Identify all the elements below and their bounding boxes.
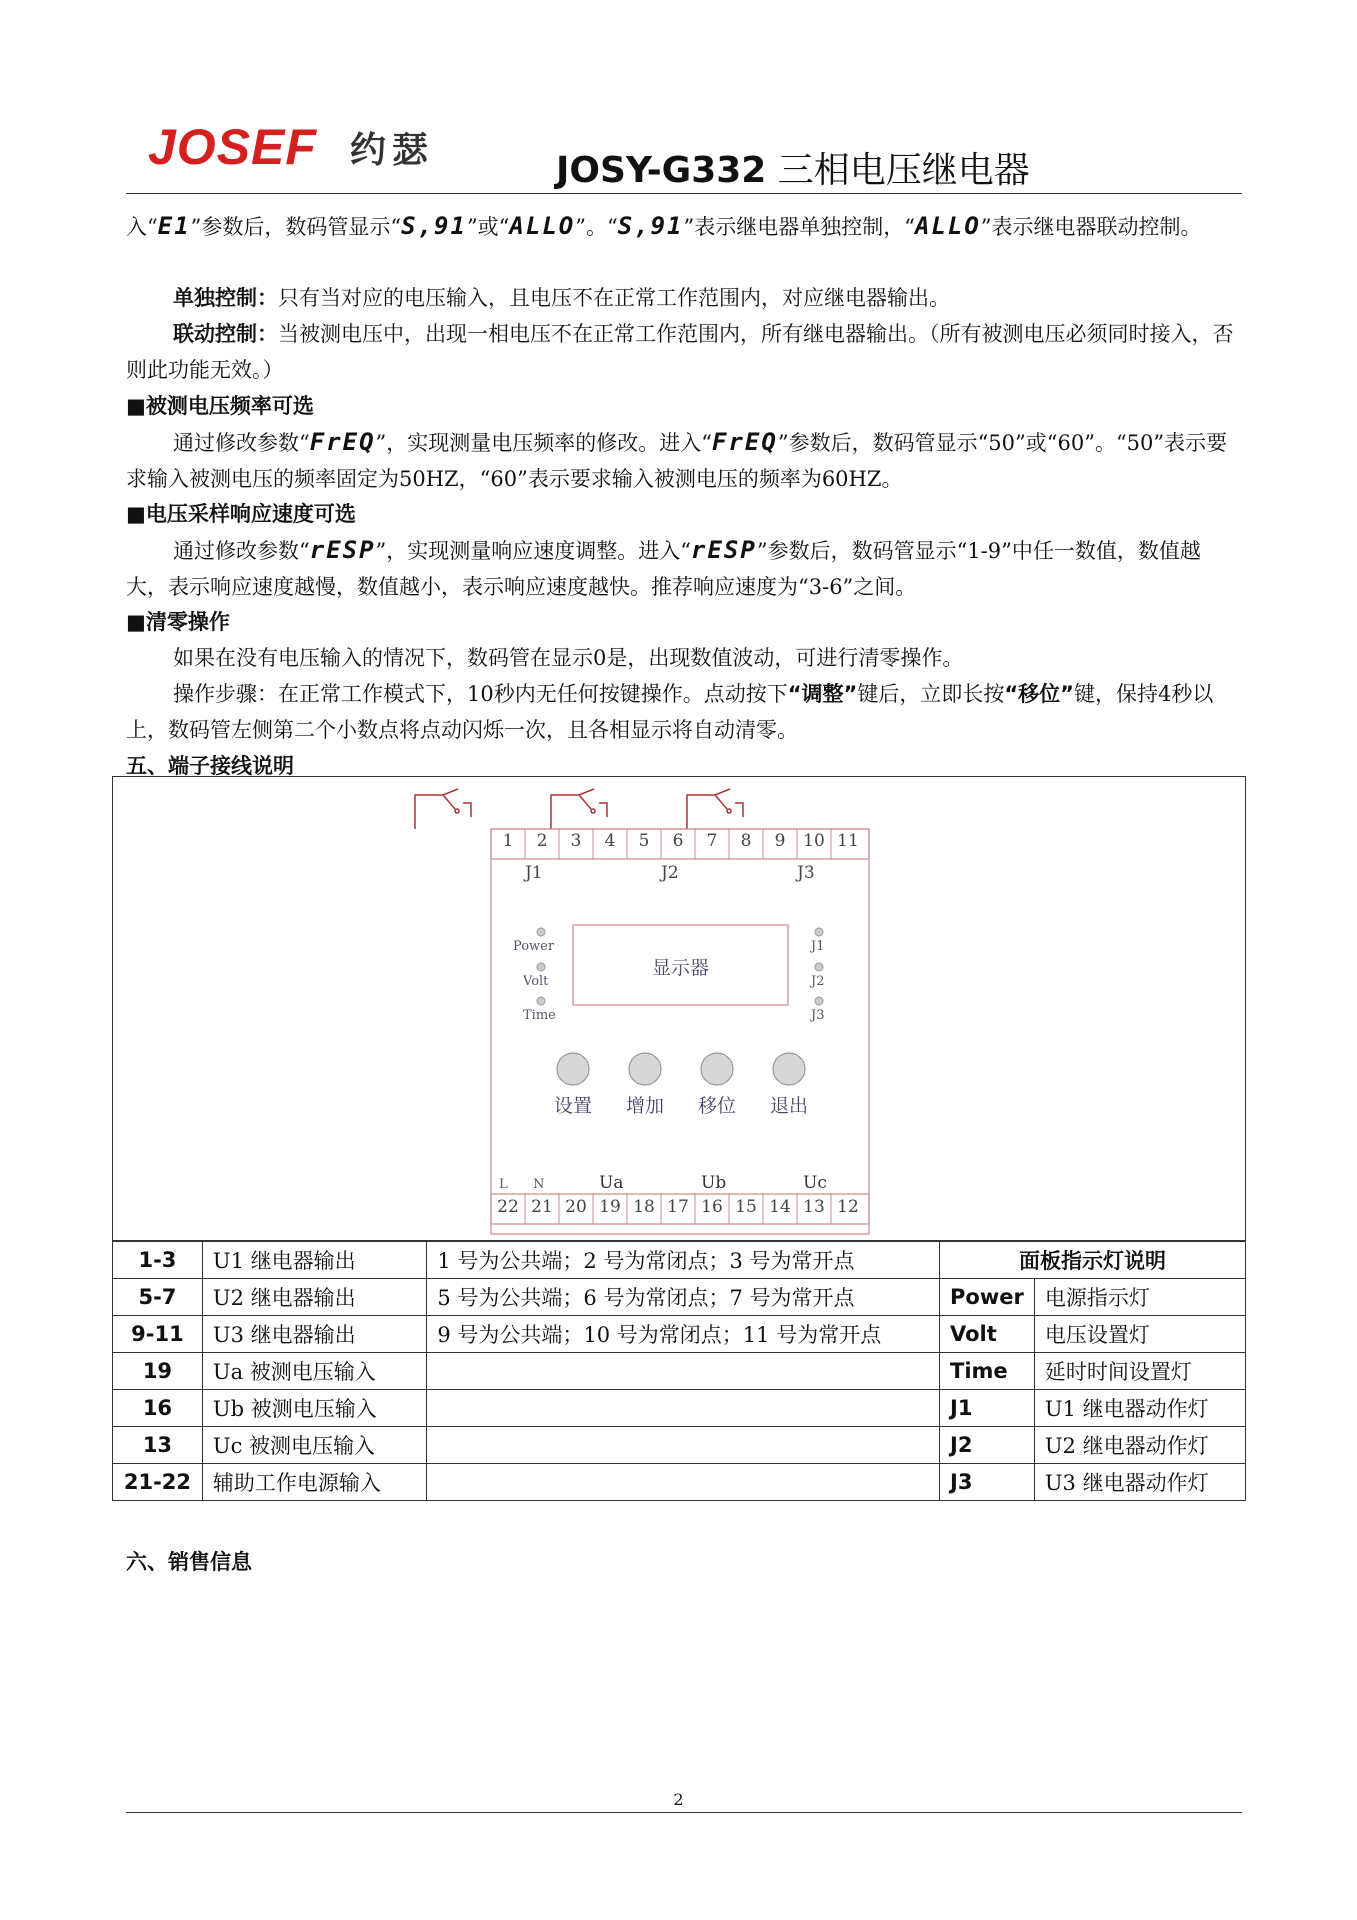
display-label: 显示器 <box>651 957 709 979</box>
paragraph-zeroing-steps: 操作步骤：在正常工作模式下，10秒内无任何按键操作。点动按下“调整”键后，立即长按“移位”键，保持4秒以上，数码管左侧第二个小数点将点动闪烁一次，且各相显示将自动清零。 <box>126 682 1214 742</box>
seg-code: FrEQ <box>712 428 778 456</box>
terminal-label: 20 <box>565 1197 587 1217</box>
led-label-j2: J2 <box>811 974 825 989</box>
section-heading-terminals: 五、端子接线说明 <box>126 754 294 778</box>
terminal-label: 7 <box>706 831 718 851</box>
paragraph-response: 通过修改参数“rESP”，实现测量响应速度调整。进入“rESP”参数后，数码管显示“1-9”中任一数值，数值越大，表示响应速度越慢，数值越小，表示响应速度越快。推荐响应速度为“3-6”之间。 <box>126 536 1201 599</box>
terminal-label: 22 <box>497 1197 519 1217</box>
terminal-label: 8 <box>740 831 752 851</box>
table-row: 1-3 U1 继电器输出 1 号为公共端；2 号为常闭点；3 号为常开点 面板指示灯说明 <box>113 1242 1246 1279</box>
terminal-label: 9 <box>774 831 786 851</box>
relay-label-j3: J3 <box>797 863 815 883</box>
led-label-power: Power <box>513 939 555 954</box>
title-model: JOSY-G332 <box>556 150 767 191</box>
terminal-label: 16 <box>701 1197 723 1217</box>
terminal-label: 4 <box>604 831 616 851</box>
terminal-label: 2 <box>536 831 548 851</box>
button-label-exit: 退出 <box>769 1095 808 1117</box>
table-row: 16 Ub 被测电压输入 J1 U1 继电器动作灯 <box>113 1390 1246 1427</box>
terminal-label: 19 <box>599 1197 621 1217</box>
bottom-label-ub: Ub <box>701 1173 727 1193</box>
terminal-label: 15 <box>735 1197 757 1217</box>
wiring-diagram <box>112 776 1246 1241</box>
page-number: 2 <box>673 1790 684 1809</box>
table-row: 13 Uc 被测电压输入 J2 U2 继电器动作灯 <box>113 1427 1246 1464</box>
terminal-label: 6 <box>672 831 684 851</box>
bottom-terminal-strip <box>491 1197 869 1217</box>
terminal-label: 18 <box>633 1197 655 1217</box>
paragraph-linked-control: 联动控制：当被测电压中，出现一相电压不在正常工作范围内，所有继电器输出。（所有被测电压必须同时接入，否则此功能无效。） <box>126 322 1234 382</box>
top-terminal-strip <box>491 831 869 851</box>
led-label-time: Time <box>523 1008 556 1023</box>
terminal-label: 17 <box>667 1197 689 1217</box>
bottom-label-uc: Uc <box>803 1173 827 1193</box>
seg-code: FrEQ <box>309 428 376 456</box>
led-label-volt: Volt <box>523 974 549 989</box>
terminal-table <box>112 1241 1246 1501</box>
table-row: 5-7 U2 继电器输出 5 号为公共端；6 号为常闭点；7 号为常开点 Power 电源指示灯 <box>113 1279 1246 1316</box>
terminal-label: 12 <box>837 1197 859 1217</box>
terminal-label: 5 <box>638 831 650 851</box>
terminal-label: 11 <box>837 831 859 851</box>
seg-code: rESP <box>309 536 376 564</box>
section-heading-sales: 六、销售信息 <box>126 1550 252 1574</box>
relay-label-j1: J1 <box>525 863 543 883</box>
brand-logo: JOSEF <box>148 119 317 175</box>
terminal-label: 10 <box>803 831 825 851</box>
button-label-set: 设置 <box>553 1095 592 1117</box>
section-heading-response: ■电压采样响应速度可选 <box>126 502 356 526</box>
section-heading-frequency: ■被测电压频率可选 <box>126 394 314 418</box>
seg-code: S,91 <box>401 212 467 240</box>
bottom-label-l: L <box>499 1177 508 1192</box>
terminal-label: 3 <box>570 831 582 851</box>
paragraph-control-mode: 入“E1”参数后，数码管显示“S,91”或“ALLO”。“S,91”表示继电器单独控制，“ALLO”表示继电器联动控制。 <box>126 212 1202 240</box>
terminal-label: 14 <box>769 1197 791 1217</box>
table-row: 21-22 辅助工作电源输入 J3 U3 继电器动作灯 <box>113 1464 1246 1501</box>
paragraph-frequency: 通过修改参数“FrEQ”，实现测量电压频率的修改。进入“FrEQ”参数后，数码管显示“50”或“60”。“50”表示要求输入被测电压的频率固定为50HZ，“60”表示要求输入被测电压的频率为60HZ。 <box>126 428 1228 491</box>
terminal-label: 21 <box>531 1197 553 1217</box>
title-name: 三相电压继电器 <box>777 150 1030 191</box>
seg-code: S,91 <box>617 212 684 240</box>
paragraph-single-control: 单独控制：只有当对应的电压输入，且电压不在正常工作范围内，对应继电器输出。 <box>173 286 950 310</box>
led-label-j3: J3 <box>811 1008 825 1023</box>
table-row: 19 Ua 被测电压输入 Time 延时时间设置灯 <box>113 1353 1246 1390</box>
panel-led-header: 面板指示灯说明 <box>940 1242 1246 1279</box>
led-label-j1: J1 <box>811 939 825 954</box>
button-label-shift: 移位 <box>697 1095 736 1117</box>
terminal-label: 1 <box>502 831 514 851</box>
paragraph-zeroing: 如果在没有电压输入的情况下，数码管在显示0是，出现数值波动，可进行清零操作。 <box>173 646 964 670</box>
document-title <box>556 142 1030 193</box>
header-rule <box>126 193 1242 194</box>
brand-logo-cn: 约瑟 <box>350 130 435 171</box>
seg-code: ALLO <box>914 212 981 240</box>
seg-code: E1 <box>157 212 191 240</box>
relay-label-j2: J2 <box>661 863 679 883</box>
bottom-label-ua: Ua <box>599 1173 624 1193</box>
bottom-label-n: N <box>533 1177 545 1192</box>
footer-rule <box>126 1812 1242 1813</box>
section-heading-zeroing: ■清零操作 <box>126 610 230 634</box>
terminal-label: 13 <box>803 1197 825 1217</box>
seg-code: rESP <box>691 536 757 564</box>
button-label-add: 增加 <box>625 1095 664 1117</box>
seg-code: ALLO <box>509 212 576 240</box>
table-row: 9-11 U3 继电器输出 9 号为公共端；10 号为常闭点；11 号为常开点 Volt 电压设置灯 <box>113 1316 1246 1353</box>
